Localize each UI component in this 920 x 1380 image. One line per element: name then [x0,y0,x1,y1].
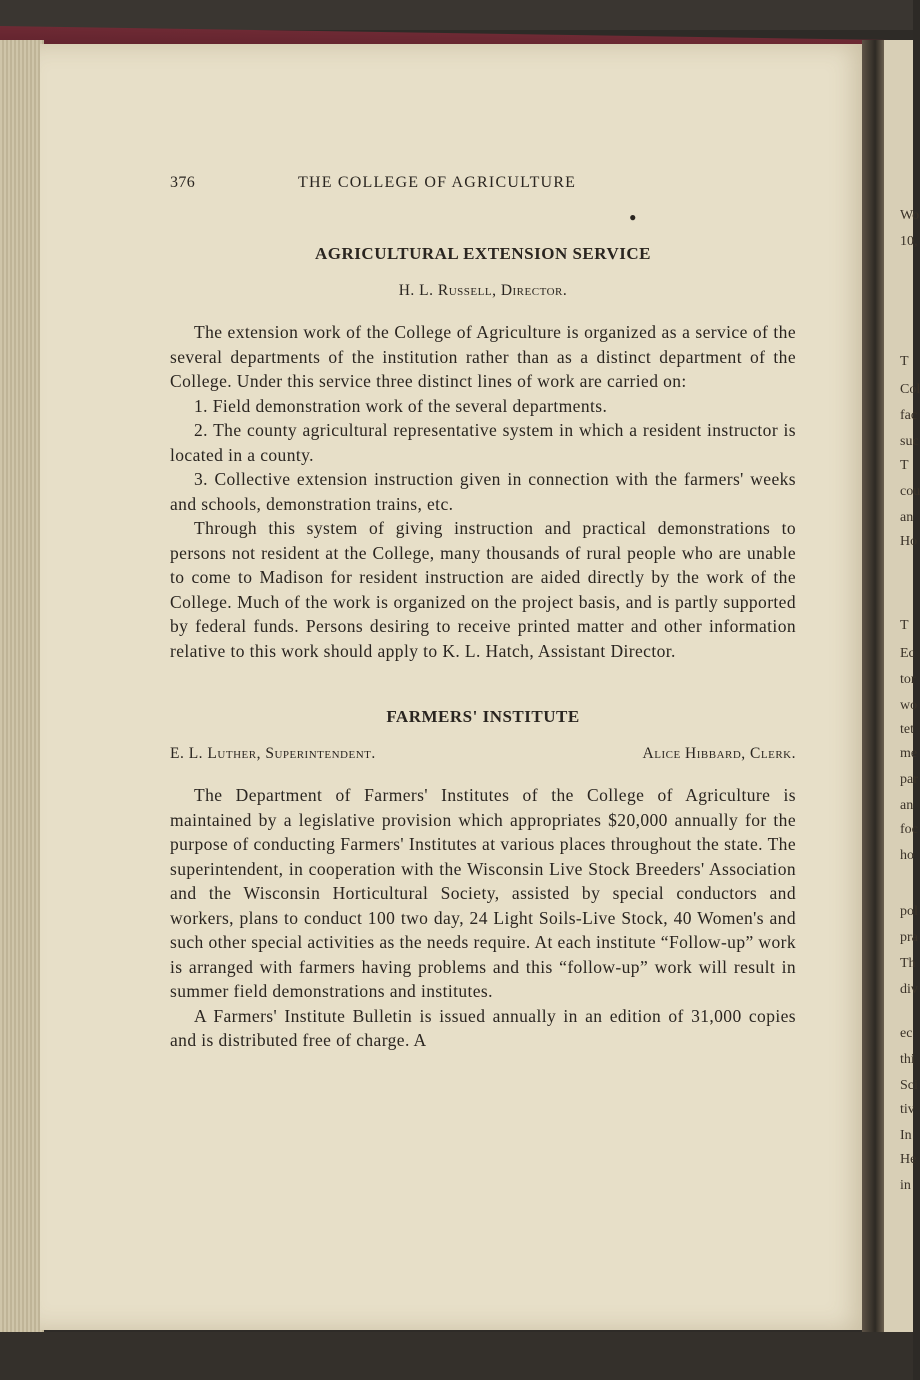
paragraph: The extension work of the College of Agriculture is organized as a service of the several departments of the institution rather than as a distinct department of the College. Under this service three distinct lines of work are carried on: [170,322,796,391]
facing-page-fragment: fac [900,408,918,423]
facing-page-fragment: Ec [900,646,915,661]
list-item: 1. Field demonstration work of the several departments. [194,395,608,416]
facing-page-fragment: wo [900,698,918,713]
running-head [170,174,796,202]
facing-page-fragment: par [900,772,918,787]
facing-page-fragment: T [900,618,909,633]
facing-page-fragment: Col [900,382,920,397]
facing-page-fragment: tiv [900,1102,915,1117]
dot-mark: ● [629,210,637,224]
facing-page-fragment: ho [900,848,914,863]
facing-page-fragment: Wo [900,208,920,223]
paragraph: The Department of Farmers' Institutes of the College of Agriculture is maintained by a legislative provision which appropriates $20,000 annually for the purpose of conducting Farmers' Institutes at various places throughout the state. The superintendent, in cooperation with the Wisconsin Live Stock Breeders' Association and the Wisconsin Horticultural Society, assisted by special conductors and workers, plans to conduct 100 two day, 24 Light Soils-Live Stock, 40 Women's and such other special activities as the needs require. At each institute “Follow-up” work is arranged with farmers having problems and this “follow-up” work will result in summer field demonstrations and institutes. [170,785,796,1001]
paragraph: Through this system of giving instruction and practical demonstrations to persons not resident at the College, many thousands of rural people who are unable to come to Madison for resident instruction are aided directly by the work of the College. Much of the work is organized on the project basis, and is partly supported by federal funds. Persons desiring to receive printed matter and other information relative to this work should apply to K. L. Hatch, Assistant Director. [170,518,796,661]
facing-page-edge [884,40,920,1340]
facing-page-fragment: T [900,458,909,473]
facing-page-fragment: T [900,354,909,369]
facing-page-fragment: Sci [900,1078,918,1093]
running-title: THE COLLEGE OF AGRICULTURE [298,174,577,191]
superintendent-name: E. L. Luther, Superintendent. [170,745,376,762]
background-bottom [0,1332,913,1380]
background-top [0,0,913,30]
facing-page-fragment: tet [900,722,914,737]
facing-page-fragment: He [900,1152,917,1167]
section-heading-extension: AGRICULTURAL EXTENSION SERVICE [315,244,651,263]
facing-page-fragment: Ho [900,534,918,549]
facing-page-fragment: pra [900,930,918,945]
page-edges [0,40,44,1335]
facing-page-fragment: cou [900,484,920,499]
officers-line [170,745,796,763]
facing-page-fragment: 10, [900,234,918,249]
facing-page-fragment: div [900,982,918,997]
section-heading-institute: FARMERS' INSTITUTE [386,707,580,726]
facing-page-fragment: pol [900,904,918,919]
facing-page-fragment: ec [900,1026,913,1041]
clerk-name: Alice Hibbard, Clerk. [642,745,796,762]
facing-page-fragment: Th [900,956,916,971]
list-item: 3. Collective extension instruction given in connection with the farmers' weeks and schools, demonstration trains, etc. [170,469,796,514]
book-gutter [862,40,884,1340]
page-text [170,174,796,1053]
facing-page-fragment: In [900,1128,912,1143]
facing-page-fragment: me [900,746,918,761]
page-number: 376 [170,174,196,191]
paragraph: A Farmers' Institute Bulletin is issued annually in an edition of 31,000 copies and is distributed free of charge. A [170,1005,796,1050]
facing-page-fragment: in [900,1178,911,1193]
list-item: 2. The county agricultural representative system in which a resident instructor is located in a county. [170,420,796,465]
director-byline: H. L. Russell, Director. [398,282,568,299]
facing-page-fragment: an [900,510,914,525]
facing-page-fragment: thi [900,1052,915,1067]
facing-page-fragment: an [900,798,914,813]
facing-page-fragment: tor [900,672,916,687]
facing-page-fragment: foc [900,822,918,837]
facing-page-fragment: suc [900,434,919,449]
